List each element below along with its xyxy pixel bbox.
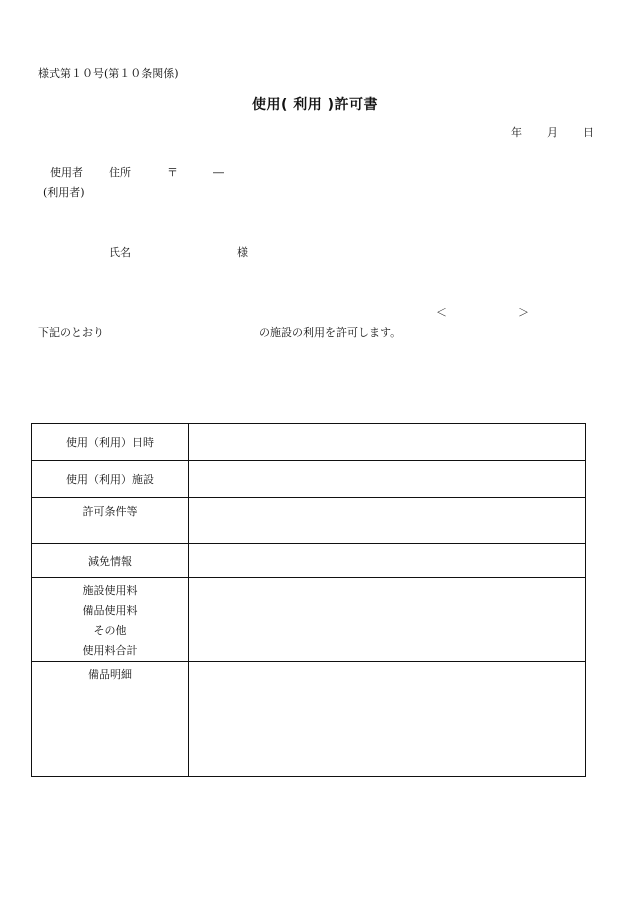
applicant-role: 使用者 <box>50 166 83 179</box>
permit-conditions-value <box>189 498 586 544</box>
usage-facility-value <box>189 461 586 498</box>
reduction-info-value <box>189 544 586 578</box>
table-row <box>32 424 586 461</box>
permit-table <box>31 423 586 777</box>
date-year: 年 <box>511 126 522 139</box>
other-fee-label: その他 <box>93 624 127 637</box>
bracket-close: ＞ <box>518 306 529 319</box>
table-row <box>32 544 586 578</box>
date-month: 月 <box>547 126 558 139</box>
fees-value <box>189 578 586 662</box>
fees-label <box>32 578 189 662</box>
reduction-info-label: 減免情報 <box>32 544 189 578</box>
equipment-details-value <box>189 662 586 777</box>
statement-suffix: の施設の利用を許可します。 <box>259 326 402 339</box>
table-row <box>32 461 586 498</box>
address-label: 住所 <box>109 166 131 179</box>
usage-datetime-label: 使用（利用）日時 <box>32 424 189 461</box>
facility-fee-label: 施設使用料 <box>82 584 138 597</box>
date-day: 日 <box>583 126 594 139</box>
equipment-details-label: 備品明細 <box>32 662 189 777</box>
total-fee-label: 使用料合計 <box>82 644 138 657</box>
statement-prefix: 下記のとおり <box>38 326 104 339</box>
table-row <box>32 498 586 544</box>
postal-dash: ― <box>213 166 224 179</box>
bracket-open: ＜ <box>436 306 447 319</box>
table-row <box>32 578 586 662</box>
table-row <box>32 662 586 777</box>
honorific: 様 <box>237 246 248 259</box>
equipment-fee-label: 備品使用料 <box>82 604 138 617</box>
form-number: 様式第１０号(第１０条関係) <box>38 67 179 80</box>
document-title: 使用( 利用 )許可書 <box>251 97 379 113</box>
name-label: 氏名 <box>109 246 131 259</box>
applicant-role-alt: (利用者) <box>43 186 85 199</box>
permit-conditions-label: 許可条件等 <box>32 498 189 544</box>
usage-facility-label: 使用（利用）施設 <box>32 461 189 498</box>
postal-mark: 〒 <box>167 166 178 179</box>
usage-datetime-value <box>189 424 586 461</box>
date-line <box>511 126 594 140</box>
